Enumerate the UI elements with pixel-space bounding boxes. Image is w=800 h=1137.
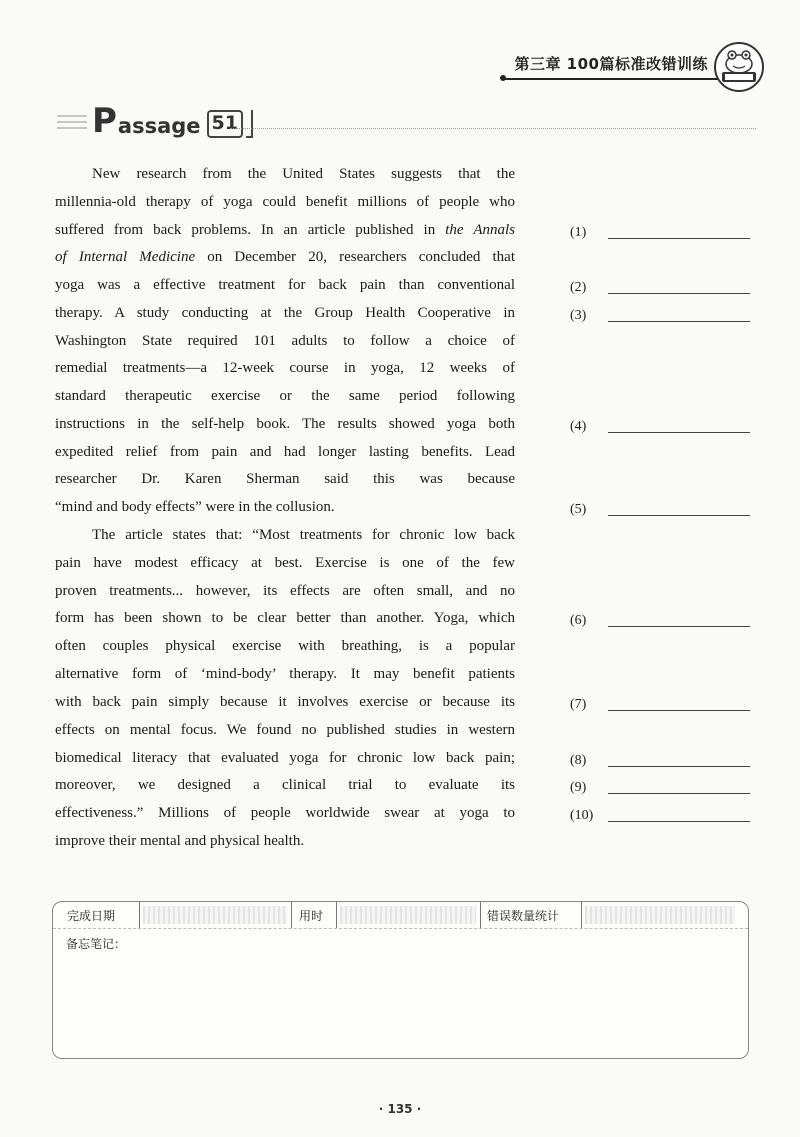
passage-title-rest: assage [117, 114, 201, 138]
answer-line[interactable] [608, 307, 750, 322]
answer-number: (9) [570, 780, 587, 795]
answer-line[interactable] [608, 779, 750, 794]
text-line: The article states that: “Most treatments for chronic low back [92, 527, 515, 543]
memo-header [53, 902, 748, 929]
text-line: moreover, we designed a clinical trial to evaluate its [55, 777, 515, 793]
text-line: with back pain simply because it involves exercise or because its [55, 694, 515, 710]
passage-title-initial: P [92, 101, 117, 141]
answer-blank[interactable] [570, 750, 750, 770]
completion-date-field[interactable] [143, 906, 287, 924]
answer-line[interactable] [608, 279, 750, 294]
passage-number: 51 [207, 110, 243, 138]
text-line: remedial treatments—a 12-week course in yoga, 12 weeks of [55, 360, 515, 376]
answer-blank[interactable] [570, 499, 750, 519]
answer-blank[interactable] [570, 277, 750, 297]
time-used-field[interactable] [340, 906, 476, 924]
chapter-rule [503, 78, 742, 80]
answer-blank[interactable] [570, 777, 750, 797]
answer-blank[interactable] [570, 305, 750, 325]
answer-number: (2) [570, 280, 587, 295]
answer-number: (3) [570, 308, 587, 323]
journal-title-part: the Annals [445, 222, 515, 238]
answer-number: (6) [570, 613, 587, 628]
text-line: pain have modest efficacy at best. Exercise is one of the few [55, 555, 515, 571]
text-line: alternative form of ‘mind-body’ therapy. It may benefit patients [55, 666, 515, 682]
text-line: instructions in the self-help book. The results showed yoga both [55, 416, 515, 432]
journal-title-part: of Internal Medicine [55, 249, 196, 265]
answer-number: (5) [570, 502, 587, 517]
text-line: therapy. A study conducting at the Group Health Cooperative in [55, 305, 515, 321]
text-line-part: suffered from back problems. In an article published in [55, 222, 436, 238]
text-line: effects on mental focus. We found no published studies in western [55, 722, 515, 738]
text-line: proven treatments... however, its effects are often small, and no [55, 583, 515, 599]
error-count-label: 错误数量统计 [487, 909, 560, 923]
text-line: Washington State required 101 adults to follow a choice of [55, 333, 515, 349]
answer-line[interactable] [608, 224, 750, 239]
answer-blank[interactable] [570, 694, 750, 714]
text-line [55, 247, 515, 267]
time-used-label: 用时 [299, 909, 324, 923]
answer-line[interactable] [608, 418, 750, 433]
memo-divider [336, 902, 337, 928]
text-line: “mind and body effects” were in the collusion. [55, 499, 335, 515]
text-line: researcher Dr. Karen Sherman said this was because [55, 471, 515, 487]
passage-bracket [246, 110, 253, 138]
text-line: effectiveness.” Millions of people worldwide swear at yoga to [55, 805, 515, 821]
page-number: · 135 · [378, 1102, 422, 1116]
answer-blank[interactable] [570, 222, 750, 242]
answer-number: (7) [570, 697, 587, 712]
answer-line[interactable] [608, 752, 750, 767]
mascot-badge-icon [714, 42, 764, 92]
memo-divider [581, 902, 582, 928]
completion-date-label: 完成日期 [67, 909, 116, 923]
text-line: yoga was a effective treatment for back pain than conventional [55, 277, 515, 293]
text-line: often couples physical exercise with breathing, is a popular [55, 638, 515, 654]
text-line [55, 220, 515, 240]
text-line: New research from the United States suggests that the [92, 166, 515, 182]
chapter-title: 第三章 100篇标准改错训练 [514, 55, 708, 73]
answer-number: (1) [570, 225, 587, 240]
text-line: biomedical literacy that evaluated yoga for chronic low back pain; [55, 750, 515, 766]
memo-divider [139, 902, 140, 928]
notes-label: 备忘笔记： [66, 937, 127, 951]
text-line-rest: on December 20, researchers concluded that [195, 249, 515, 265]
text-line: expedited relief from pain and had longer lasting benefits. Lead [55, 444, 515, 460]
answer-line[interactable] [608, 696, 750, 711]
memo-box [52, 901, 749, 1059]
memo-divider [480, 902, 481, 928]
text-line: standard therapeutic exercise or the same period following [55, 388, 515, 404]
answer-blank[interactable] [570, 610, 750, 630]
text-line: form has been shown to be clear better than another. Yoga, which [55, 610, 515, 626]
error-count-field[interactable] [585, 906, 735, 924]
text-line: millennia-old therapy of yoga could benefit millions of people who [55, 194, 515, 210]
answer-line[interactable] [608, 501, 750, 516]
answer-blank[interactable] [570, 805, 750, 825]
title-decoration [57, 115, 87, 133]
memo-divider [291, 902, 292, 928]
title-rule [230, 128, 756, 129]
answer-blank[interactable] [570, 416, 750, 436]
answer-line[interactable] [608, 612, 750, 627]
answer-number: (10) [570, 808, 594, 823]
passage-title [92, 101, 253, 141]
answer-number: (8) [570, 753, 587, 768]
text-line: improve their mental and physical health. [55, 833, 305, 849]
answer-number: (4) [570, 419, 587, 434]
answer-line[interactable] [608, 807, 750, 822]
